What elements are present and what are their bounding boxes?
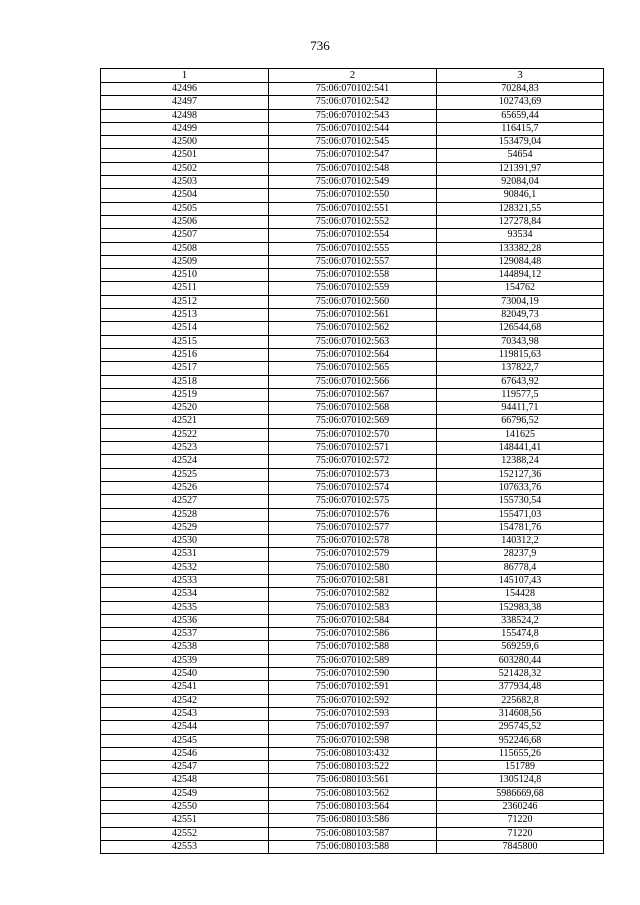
- row-number-cell: 42528: [101, 508, 269, 521]
- cadastral-number-cell: 75:06:070102:583: [269, 601, 437, 614]
- row-number-cell: 42536: [101, 614, 269, 627]
- row-number-cell: 42537: [101, 628, 269, 641]
- cadastral-number-cell: 75:06:080103:432: [269, 747, 437, 760]
- value-cell: 94411,71: [437, 402, 604, 415]
- table-row: [101, 734, 604, 747]
- value-cell: 140312,2: [437, 535, 604, 548]
- row-number-cell: 42507: [101, 229, 269, 242]
- table-row: [101, 508, 604, 521]
- header-row: [101, 69, 604, 83]
- table-row: [101, 588, 604, 601]
- cadastral-number-cell: 75:06:070102:542: [269, 96, 437, 109]
- table-row: [101, 109, 604, 122]
- value-cell: 151789: [437, 761, 604, 774]
- cadastral-number-cell: 75:06:070102:543: [269, 109, 437, 122]
- row-number-cell: 42542: [101, 694, 269, 707]
- value-cell: 377934,48: [437, 681, 604, 694]
- cadastral-number-cell: 75:06:080103:561: [269, 774, 437, 787]
- value-cell: 314608,56: [437, 707, 604, 720]
- row-number-cell: 42512: [101, 295, 269, 308]
- table-row: [101, 614, 604, 627]
- value-cell: 115655,26: [437, 747, 604, 760]
- value-cell: 107633,76: [437, 481, 604, 494]
- row-number-cell: 42550: [101, 801, 269, 814]
- cadastral-number-cell: 75:06:070102:570: [269, 428, 437, 441]
- row-number-cell: 42534: [101, 588, 269, 601]
- value-cell: 145107,43: [437, 574, 604, 587]
- row-number-cell: 42515: [101, 335, 269, 348]
- cadastral-number-cell: 75:06:070102:566: [269, 375, 437, 388]
- table-row: [101, 202, 604, 215]
- table-row: [101, 681, 604, 694]
- value-cell: 119577,5: [437, 388, 604, 401]
- cadastral-number-cell: 75:06:070102:548: [269, 162, 437, 175]
- value-cell: 133382,28: [437, 242, 604, 255]
- value-cell: 569259,6: [437, 641, 604, 654]
- table-row: [101, 96, 604, 109]
- row-number-cell: 42517: [101, 362, 269, 375]
- value-cell: 152983,38: [437, 601, 604, 614]
- table-row: [101, 83, 604, 96]
- row-number-cell: 42525: [101, 468, 269, 481]
- value-cell: 54654: [437, 149, 604, 162]
- row-number-cell: 42518: [101, 375, 269, 388]
- cadastral-number-cell: 75:06:070102:554: [269, 229, 437, 242]
- cadastral-number-cell: 75:06:070102:572: [269, 455, 437, 468]
- table-row: [101, 255, 604, 268]
- row-number-cell: 42516: [101, 348, 269, 361]
- value-cell: 155474,8: [437, 628, 604, 641]
- row-number-cell: 42521: [101, 415, 269, 428]
- table-row: [101, 521, 604, 534]
- row-number-cell: 42538: [101, 641, 269, 654]
- column-header-1: 1: [101, 69, 269, 83]
- cadastral-number-cell: 75:06:070102:578: [269, 535, 437, 548]
- cadastral-number-cell: 75:06:070102:559: [269, 282, 437, 295]
- table-row: [101, 455, 604, 468]
- value-cell: 28237,9: [437, 548, 604, 561]
- row-number-cell: 42524: [101, 455, 269, 468]
- table-row: [101, 388, 604, 401]
- value-cell: 7845800: [437, 840, 604, 853]
- value-cell: 126544,68: [437, 322, 604, 335]
- row-number-cell: 42539: [101, 654, 269, 667]
- value-cell: 155471,03: [437, 508, 604, 521]
- value-cell: 144894,12: [437, 269, 604, 282]
- column-header-2: 2: [269, 69, 437, 83]
- row-number-cell: 42499: [101, 122, 269, 135]
- value-cell: 137822,7: [437, 362, 604, 375]
- page-number: 736: [310, 38, 330, 53]
- value-cell: 952246,68: [437, 734, 604, 747]
- cadastral-number-cell: 75:06:080103:588: [269, 840, 437, 853]
- table-row: [101, 375, 604, 388]
- value-cell: 102743,69: [437, 96, 604, 109]
- table-row: [101, 468, 604, 481]
- value-cell: 66796,52: [437, 415, 604, 428]
- row-number-cell: 42527: [101, 495, 269, 508]
- row-number-cell: 42501: [101, 149, 269, 162]
- cadastral-number-cell: 75:06:070102:571: [269, 442, 437, 455]
- table-row: [101, 654, 604, 667]
- cadastral-number-cell: 75:06:070102:574: [269, 481, 437, 494]
- row-number-cell: 42545: [101, 734, 269, 747]
- value-cell: 153479,04: [437, 136, 604, 149]
- row-number-cell: 42553: [101, 840, 269, 853]
- value-cell: 121391,97: [437, 162, 604, 175]
- value-cell: 70284,83: [437, 83, 604, 96]
- cadastral-number-cell: 75:06:070102:592: [269, 694, 437, 707]
- cadastral-number-cell: 75:06:070102:575: [269, 495, 437, 508]
- table-row: [101, 309, 604, 322]
- row-number-cell: 42531: [101, 548, 269, 561]
- row-number-cell: 42535: [101, 601, 269, 614]
- row-number-cell: 42533: [101, 574, 269, 587]
- table-row: [101, 176, 604, 189]
- table-row: [101, 641, 604, 654]
- cadastral-number-cell: 75:06:070102:581: [269, 574, 437, 587]
- row-number-cell: 42529: [101, 521, 269, 534]
- cadastral-number-cell: 75:06:070102:563: [269, 335, 437, 348]
- value-cell: 67643,92: [437, 375, 604, 388]
- cadastral-number-cell: 75:06:070102:551: [269, 202, 437, 215]
- row-number-cell: 42543: [101, 707, 269, 720]
- table-row: [101, 282, 604, 295]
- value-cell: 65659,44: [437, 109, 604, 122]
- table-body: [101, 83, 604, 854]
- column-header-3: 3: [437, 69, 604, 83]
- value-cell: 521428,32: [437, 668, 604, 681]
- table-row: [101, 402, 604, 415]
- cadastral-number-cell: 75:06:070102:588: [269, 641, 437, 654]
- cadastral-number-cell: 75:06:070102:573: [269, 468, 437, 481]
- cadastral-number-cell: 75:06:070102:550: [269, 189, 437, 202]
- value-cell: 70343,98: [437, 335, 604, 348]
- table-row: [101, 348, 604, 361]
- cadastral-number-cell: 75:06:070102:568: [269, 402, 437, 415]
- table-row: [101, 122, 604, 135]
- value-cell: 154428: [437, 588, 604, 601]
- value-cell: 141625: [437, 428, 604, 441]
- cadastral-number-cell: 75:06:070102:558: [269, 269, 437, 282]
- value-cell: 71220: [437, 814, 604, 827]
- value-cell: 155730,54: [437, 495, 604, 508]
- table-row: [101, 415, 604, 428]
- row-number-cell: 42530: [101, 535, 269, 548]
- table-row: [101, 574, 604, 587]
- cadastral-number-cell: 75:06:080103:562: [269, 787, 437, 800]
- value-cell: 73004,19: [437, 295, 604, 308]
- table-row: [101, 774, 604, 787]
- cadastral-number-cell: 75:06:070102:577: [269, 521, 437, 534]
- row-number-cell: 42506: [101, 215, 269, 228]
- value-cell: 1305124,8: [437, 774, 604, 787]
- value-cell: 116415,7: [437, 122, 604, 135]
- cadastral-number-cell: 75:06:070102:576: [269, 508, 437, 521]
- row-number-cell: 42549: [101, 787, 269, 800]
- value-cell: 93534: [437, 229, 604, 242]
- table-row: [101, 229, 604, 242]
- cadastral-number-cell: 75:06:070102:560: [269, 295, 437, 308]
- value-cell: 152127,36: [437, 468, 604, 481]
- row-number-cell: 42498: [101, 109, 269, 122]
- cadastral-number-cell: 75:06:070102:547: [269, 149, 437, 162]
- row-number-cell: 42509: [101, 255, 269, 268]
- value-cell: 148441,41: [437, 442, 604, 455]
- cadastral-number-cell: 75:06:070102:549: [269, 176, 437, 189]
- value-cell: 338524,2: [437, 614, 604, 627]
- table-row: [101, 628, 604, 641]
- row-number-cell: 42510: [101, 269, 269, 282]
- table-row: [101, 362, 604, 375]
- cadastral-number-cell: 75:06:070102:590: [269, 668, 437, 681]
- cadastral-number-cell: 75:06:080103:564: [269, 801, 437, 814]
- value-cell: 86778,4: [437, 561, 604, 574]
- row-number-cell: 42552: [101, 827, 269, 840]
- table-row: [101, 787, 604, 800]
- row-number-cell: 42551: [101, 814, 269, 827]
- table-row: [101, 668, 604, 681]
- row-number-cell: 42532: [101, 561, 269, 574]
- row-number-cell: 42514: [101, 322, 269, 335]
- table-row: [101, 801, 604, 814]
- cadastral-number-cell: 75:06:070102:565: [269, 362, 437, 375]
- table-row: [101, 189, 604, 202]
- row-number-cell: 42500: [101, 136, 269, 149]
- table-row: [101, 535, 604, 548]
- table-row: [101, 322, 604, 335]
- cadastral-number-cell: 75:06:070102:591: [269, 681, 437, 694]
- table-row: [101, 269, 604, 282]
- row-number-cell: 42519: [101, 388, 269, 401]
- cadastral-number-cell: 75:06:080103:522: [269, 761, 437, 774]
- table-row: [101, 814, 604, 827]
- cadastral-number-cell: 75:06:070102:564: [269, 348, 437, 361]
- table-row: [101, 295, 604, 308]
- value-cell: 127278,84: [437, 215, 604, 228]
- cadastral-number-cell: 75:06:070102:597: [269, 721, 437, 734]
- row-number-cell: 42511: [101, 282, 269, 295]
- table-row: [101, 495, 604, 508]
- value-cell: 5986669,68: [437, 787, 604, 800]
- table-row: [101, 561, 604, 574]
- data-table: [100, 68, 604, 854]
- value-cell: 2360246: [437, 801, 604, 814]
- value-cell: 225682,8: [437, 694, 604, 707]
- table-row: [101, 827, 604, 840]
- cadastral-number-cell: 75:06:070102:582: [269, 588, 437, 601]
- cadastral-number-cell: 75:06:070102:562: [269, 322, 437, 335]
- table-row: [101, 707, 604, 720]
- value-cell: 154762: [437, 282, 604, 295]
- cadastral-number-cell: 75:06:080103:586: [269, 814, 437, 827]
- table-row: [101, 149, 604, 162]
- cadastral-number-cell: 75:06:070102:561: [269, 309, 437, 322]
- cadastral-number-cell: 75:06:070102:557: [269, 255, 437, 268]
- value-cell: 603280,44: [437, 654, 604, 667]
- table-row: [101, 601, 604, 614]
- table-row: [101, 747, 604, 760]
- cadastral-number-cell: 75:06:070102:567: [269, 388, 437, 401]
- table-row: [101, 840, 604, 853]
- row-number-cell: 42548: [101, 774, 269, 787]
- cadastral-number-cell: 75:06:070102:580: [269, 561, 437, 574]
- cadastral-number-cell: 75:06:070102:555: [269, 242, 437, 255]
- value-cell: 82049,73: [437, 309, 604, 322]
- table-row: [101, 136, 604, 149]
- row-number-cell: 42522: [101, 428, 269, 441]
- value-cell: 90846,1: [437, 189, 604, 202]
- row-number-cell: 42523: [101, 442, 269, 455]
- row-number-cell: 42526: [101, 481, 269, 494]
- row-number-cell: 42544: [101, 721, 269, 734]
- row-number-cell: 42496: [101, 83, 269, 96]
- table-row: [101, 335, 604, 348]
- cadastral-number-cell: 75:06:070102:544: [269, 122, 437, 135]
- cadastral-number-cell: 75:06:070102:584: [269, 614, 437, 627]
- cadastral-number-cell: 75:06:070102:545: [269, 136, 437, 149]
- row-number-cell: 42520: [101, 402, 269, 415]
- table-row: [101, 215, 604, 228]
- cadastral-number-cell: 75:06:080103:587: [269, 827, 437, 840]
- table-row: [101, 162, 604, 175]
- cadastral-number-cell: 75:06:070102:569: [269, 415, 437, 428]
- row-number-cell: 42502: [101, 162, 269, 175]
- value-cell: 154781,76: [437, 521, 604, 534]
- value-cell: 128321,55: [437, 202, 604, 215]
- row-number-cell: 42513: [101, 309, 269, 322]
- table-row: [101, 242, 604, 255]
- row-number-cell: 42505: [101, 202, 269, 215]
- cadastral-number-cell: 75:06:070102:593: [269, 707, 437, 720]
- row-number-cell: 42547: [101, 761, 269, 774]
- value-cell: 295745,52: [437, 721, 604, 734]
- value-cell: 119815,63: [437, 348, 604, 361]
- table-row: [101, 428, 604, 441]
- row-number-cell: 42504: [101, 189, 269, 202]
- table-row: [101, 721, 604, 734]
- table-row: [101, 761, 604, 774]
- value-cell: 92084,04: [437, 176, 604, 189]
- row-number-cell: 42540: [101, 668, 269, 681]
- row-number-cell: 42546: [101, 747, 269, 760]
- cadastral-number-cell: 75:06:070102:579: [269, 548, 437, 561]
- cadastral-number-cell: 75:06:070102:598: [269, 734, 437, 747]
- row-number-cell: 42541: [101, 681, 269, 694]
- table-row: [101, 694, 604, 707]
- value-cell: 129084,48: [437, 255, 604, 268]
- value-cell: 71220: [437, 827, 604, 840]
- cadastral-number-cell: 75:06:070102:586: [269, 628, 437, 641]
- row-number-cell: 42508: [101, 242, 269, 255]
- row-number-cell: 42503: [101, 176, 269, 189]
- table-row: [101, 442, 604, 455]
- row-number-cell: 42497: [101, 96, 269, 109]
- table-row: [101, 481, 604, 494]
- value-cell: 12388,24: [437, 455, 604, 468]
- cadastral-number-cell: 75:06:070102:541: [269, 83, 437, 96]
- cadastral-number-cell: 75:06:070102:589: [269, 654, 437, 667]
- table-row: [101, 548, 604, 561]
- cadastral-number-cell: 75:06:070102:552: [269, 215, 437, 228]
